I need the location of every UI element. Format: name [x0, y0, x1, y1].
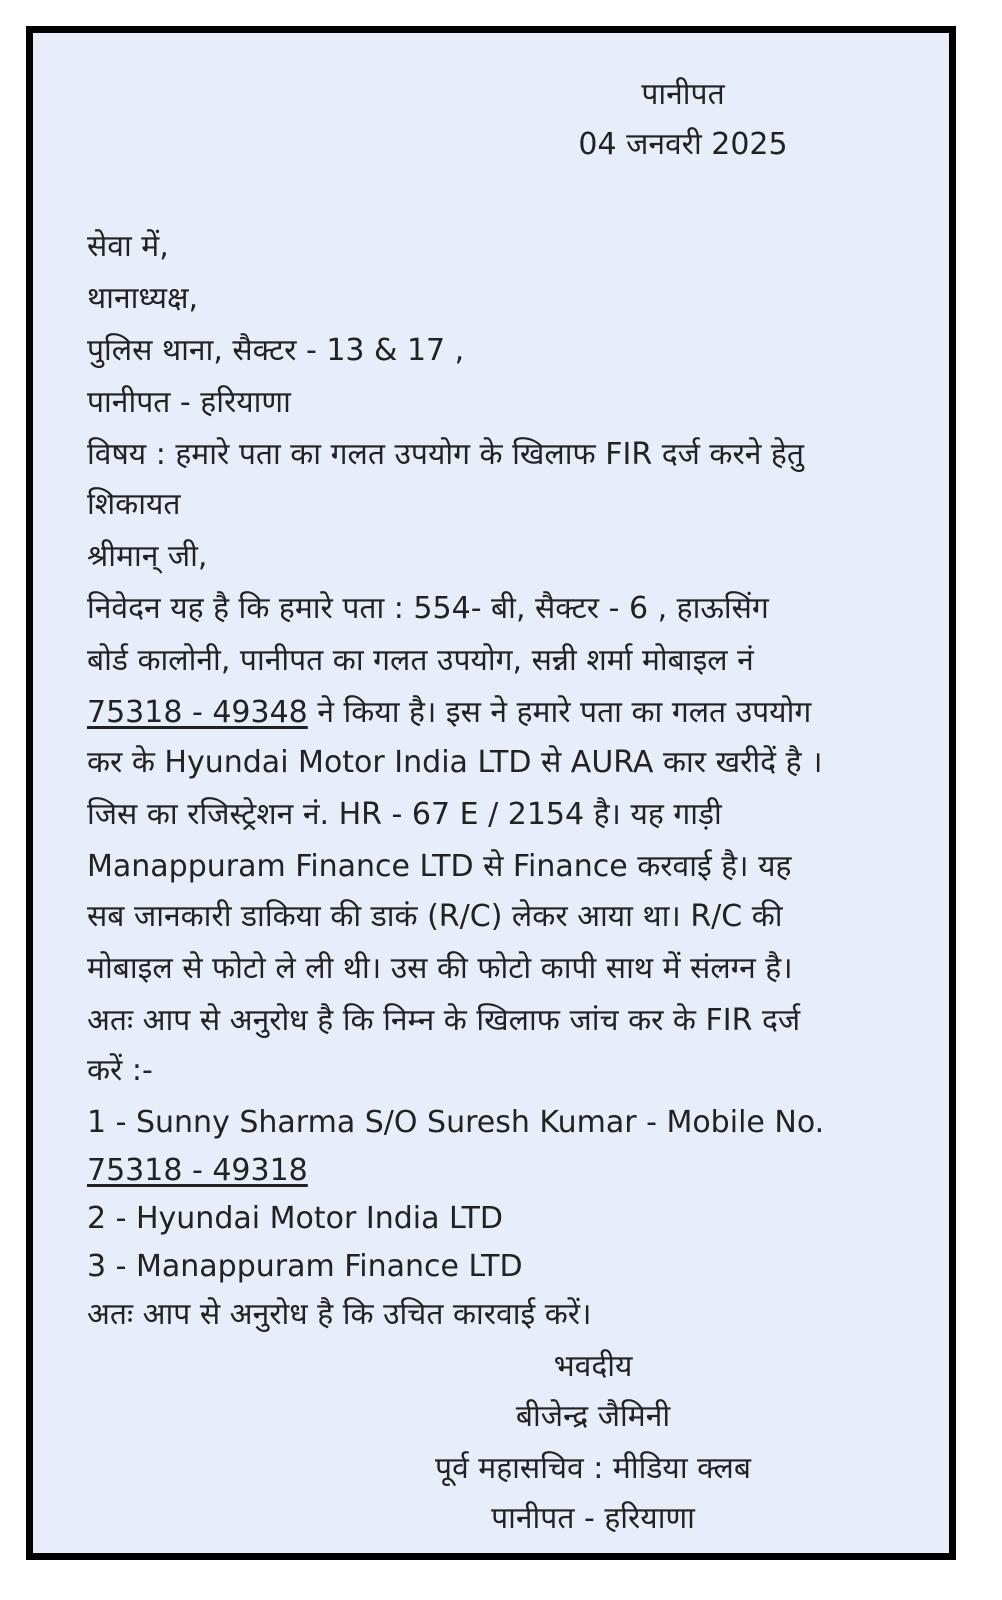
body-line-3	[87, 695, 811, 731]
body-line-7: सब जानकारी डाकिया की डाकं (R/C) लेकर आया था। R/C की	[87, 899, 783, 934]
signature-city: पानीपत - हरियाणा	[491, 1501, 695, 1536]
address-recipient: थानाध्यक्ष,	[87, 281, 199, 316]
letter-page	[26, 26, 956, 1560]
signature-closing: भवदीय	[553, 1349, 633, 1384]
body-line-9: अतः आप से अनुरोध है कि निम्न के खिलाफ जांच कर के FIR दर्ज	[87, 1003, 801, 1038]
body-line-4: कर के Hyundai Motor India LTD से AURA कार खरीदें है ।	[87, 745, 823, 780]
closing-request: अतः आप से अनुरोध है कि उचित कारवाई करें।	[87, 1297, 592, 1332]
header-date: 04 जनवरी 2025	[578, 127, 788, 162]
accused-item-1: 1 - Sunny Sharma S/O Suresh Kumar - Mobile No.	[87, 1105, 825, 1140]
address-city: पानीपत - हरियाणा	[87, 385, 291, 420]
accused-item-3: 3 - Manappuram Finance LTD	[87, 1249, 523, 1284]
body-line-6: Manappuram Finance LTD से Finance करवाई है। यह	[87, 849, 792, 884]
subject-line-2: शिकायत	[87, 487, 181, 522]
address-salutation: सेवा में,	[87, 229, 169, 264]
body-line-5: जिस का रजिस्ट्रेशन नं. HR - 67 E / 2154 है। यह गाड़ी	[87, 797, 722, 832]
accused-item-1-mobile: 75318 - 49318	[87, 1153, 308, 1188]
subject-line-1: विषय : हमारे पता का गलत उपयोग के खिलाफ FIR दर्ज करने हेतु	[87, 437, 804, 472]
body-line-10: करें :-	[87, 1053, 153, 1088]
body-line-8: मोबाइल से फोटो ले ली थी। उस की फोटो कापी साथ में संलग्न है।	[87, 951, 793, 986]
address-station: पुलिस थाना, सैक्टर - 13 & 17 ,	[87, 333, 465, 368]
body-line-3-text: ने किया है। इस ने हमारे पता का गलत उपयोग	[307, 695, 812, 730]
signature-designation: पूर्व महासचिव : मीडिया क्लब	[435, 1451, 751, 1486]
accused-item-2: 2 - Hyundai Motor India LTD	[87, 1201, 504, 1236]
accused-item-1-number	[87, 1153, 308, 1189]
accused-mobile-number: 75318 - 49348	[87, 695, 308, 730]
body-line-1: निवेदन यह है कि हमारे पता : 554- बी, सैक्टर - 6 , हाऊसिंग	[87, 591, 769, 626]
body-line-2: बोर्ड कालोनी, पानीपत का गलत उपयोग, सन्नी शर्मा मोबाइल नं	[87, 643, 754, 678]
signature-name: बीजेन्द्र जैमिनी	[515, 1399, 671, 1434]
greeting: श्रीमान् जी,	[87, 539, 208, 574]
header-place: पानीपत	[641, 77, 725, 112]
